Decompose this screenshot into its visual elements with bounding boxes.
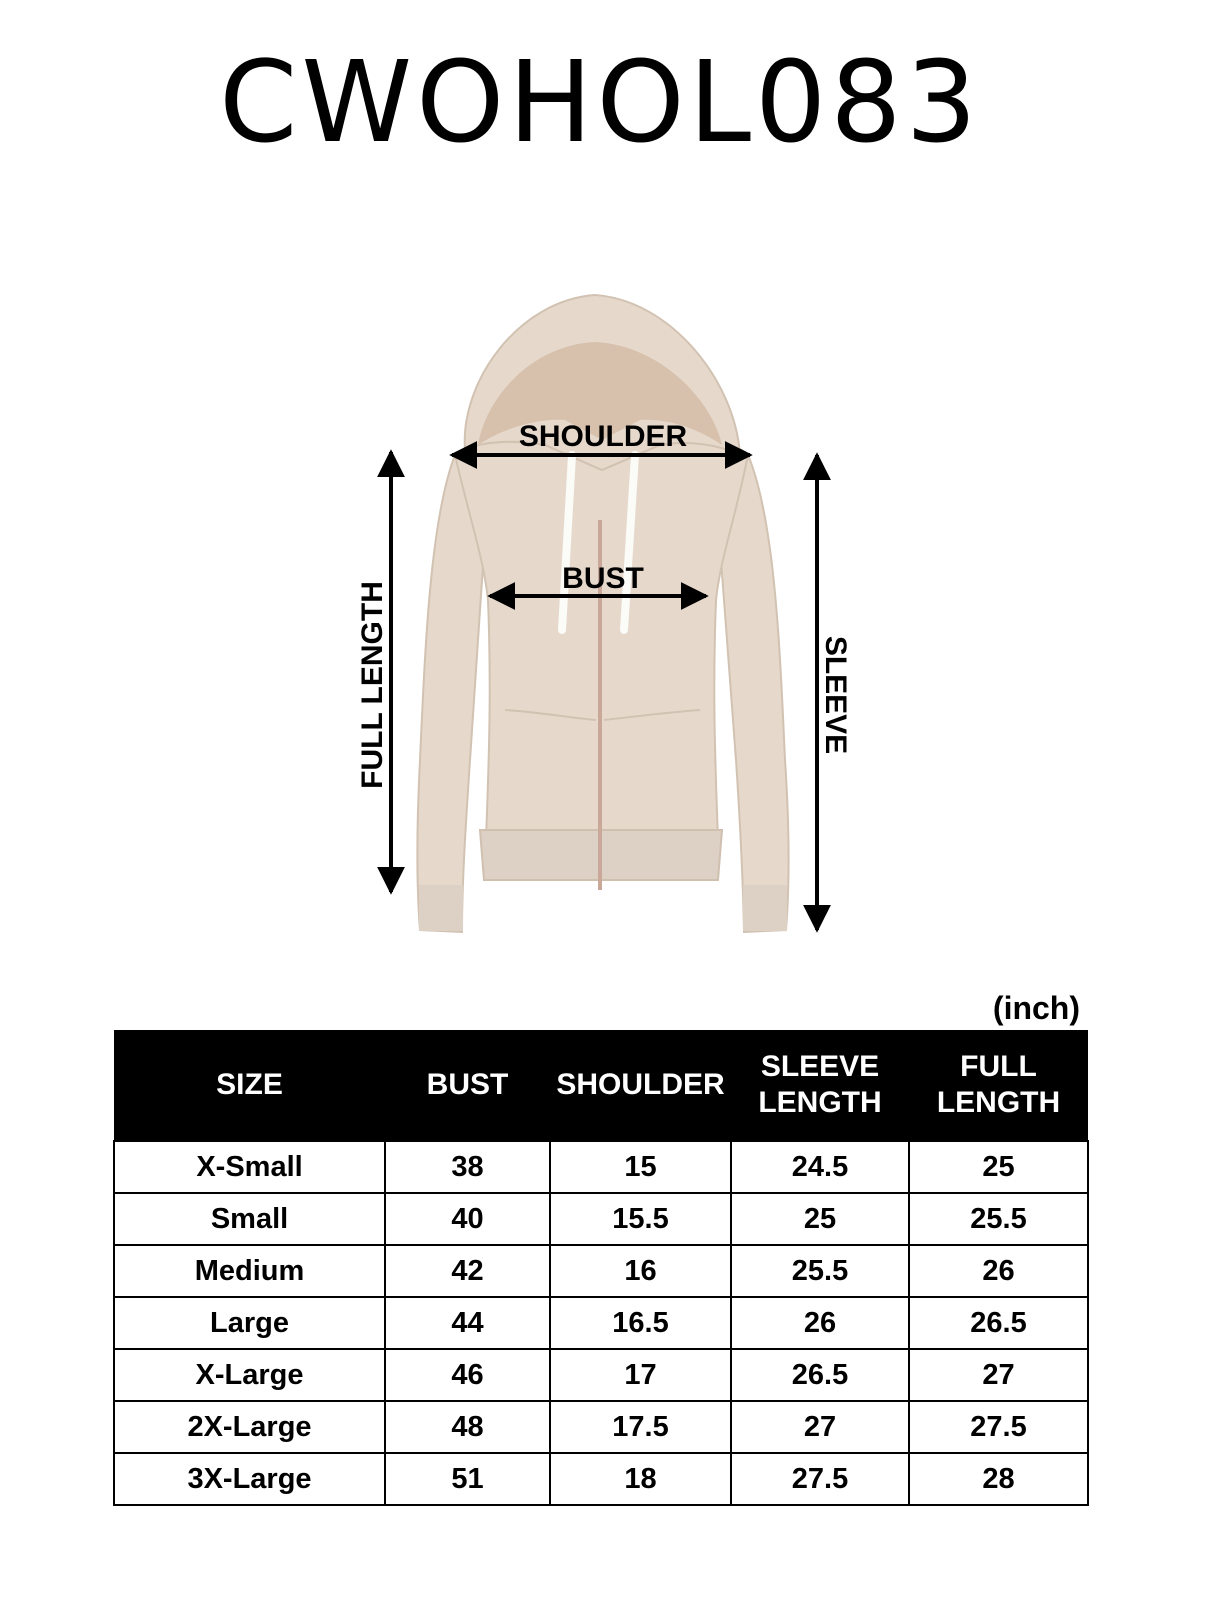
table-row: [114, 1245, 1088, 1297]
size-cell: Large: [114, 1297, 385, 1349]
size-cell: Small: [114, 1193, 385, 1245]
full-length-label: FULL LENGTH: [356, 581, 389, 789]
table-row: [114, 1141, 1088, 1193]
shoulder-cell: 17.5: [550, 1401, 731, 1453]
size-cell: Medium: [114, 1245, 385, 1297]
size-cell: 2X-Large: [114, 1401, 385, 1453]
size-cell: X-Small: [114, 1141, 385, 1193]
table-row: [114, 1349, 1088, 1401]
full-length-cell: 25.5: [909, 1193, 1088, 1245]
shoulder-cell: 16.5: [550, 1297, 731, 1349]
hoodie-illustration: [417, 295, 788, 932]
unit-label: (inch): [992, 990, 1080, 1026]
bust-cell: 42: [385, 1245, 550, 1297]
bust-cell: 44: [385, 1297, 550, 1349]
bust-cell: 51: [385, 1453, 550, 1505]
bust-cell: 48: [385, 1401, 550, 1453]
table-row: [114, 1297, 1088, 1349]
full-length-cell: 26.5: [909, 1297, 1088, 1349]
shoulder-cell: 18: [550, 1453, 731, 1505]
shoulder-cell: 15: [550, 1141, 731, 1193]
full-length-cell: 26: [909, 1245, 1088, 1297]
bust-cell: 46: [385, 1349, 550, 1401]
table-row: [114, 1453, 1088, 1505]
product-code-title: CWOHOL083: [219, 38, 981, 168]
sleeve-cell: 25: [731, 1193, 909, 1245]
header-sleeve-length: SLEEVE LENGTH: [731, 1030, 909, 1141]
bust-cell: 38: [385, 1141, 550, 1193]
shoulder-cell: 16: [550, 1245, 731, 1297]
bust-label: BUST: [562, 562, 644, 595]
header-full-length: FULL LENGTH: [909, 1030, 1088, 1141]
table-row: [114, 1401, 1088, 1453]
sleeve-cell: 26.5: [731, 1349, 909, 1401]
sleeve-cell: 27: [731, 1401, 909, 1453]
shoulder-cell: 17: [550, 1349, 731, 1401]
size-cell: X-Large: [114, 1349, 385, 1401]
sleeve-label: SLEEVE: [819, 635, 852, 755]
full-length-cell: 25: [909, 1141, 1088, 1193]
full-length-cell: 28: [909, 1453, 1088, 1505]
header-bust: BUST: [385, 1030, 550, 1141]
sleeve-cell: 27.5: [731, 1453, 909, 1505]
sleeve-cell: 26: [731, 1297, 909, 1349]
shoulder-label: SHOULDER: [518, 420, 688, 453]
shoulder-cell: 15.5: [550, 1193, 731, 1245]
full-length-cell: 27.5: [909, 1401, 1088, 1453]
full-length-cell: 27: [909, 1349, 1088, 1401]
size-chart-table: [113, 1030, 1089, 1506]
table-header-row: [114, 1030, 1088, 1141]
header-shoulder: SHOULDER: [550, 1030, 731, 1141]
size-cell: 3X-Large: [114, 1453, 385, 1505]
header-size: SIZE: [114, 1030, 385, 1141]
sleeve-cell: 24.5: [731, 1141, 909, 1193]
table-row: [114, 1193, 1088, 1245]
bust-cell: 40: [385, 1193, 550, 1245]
sleeve-cell: 25.5: [731, 1245, 909, 1297]
